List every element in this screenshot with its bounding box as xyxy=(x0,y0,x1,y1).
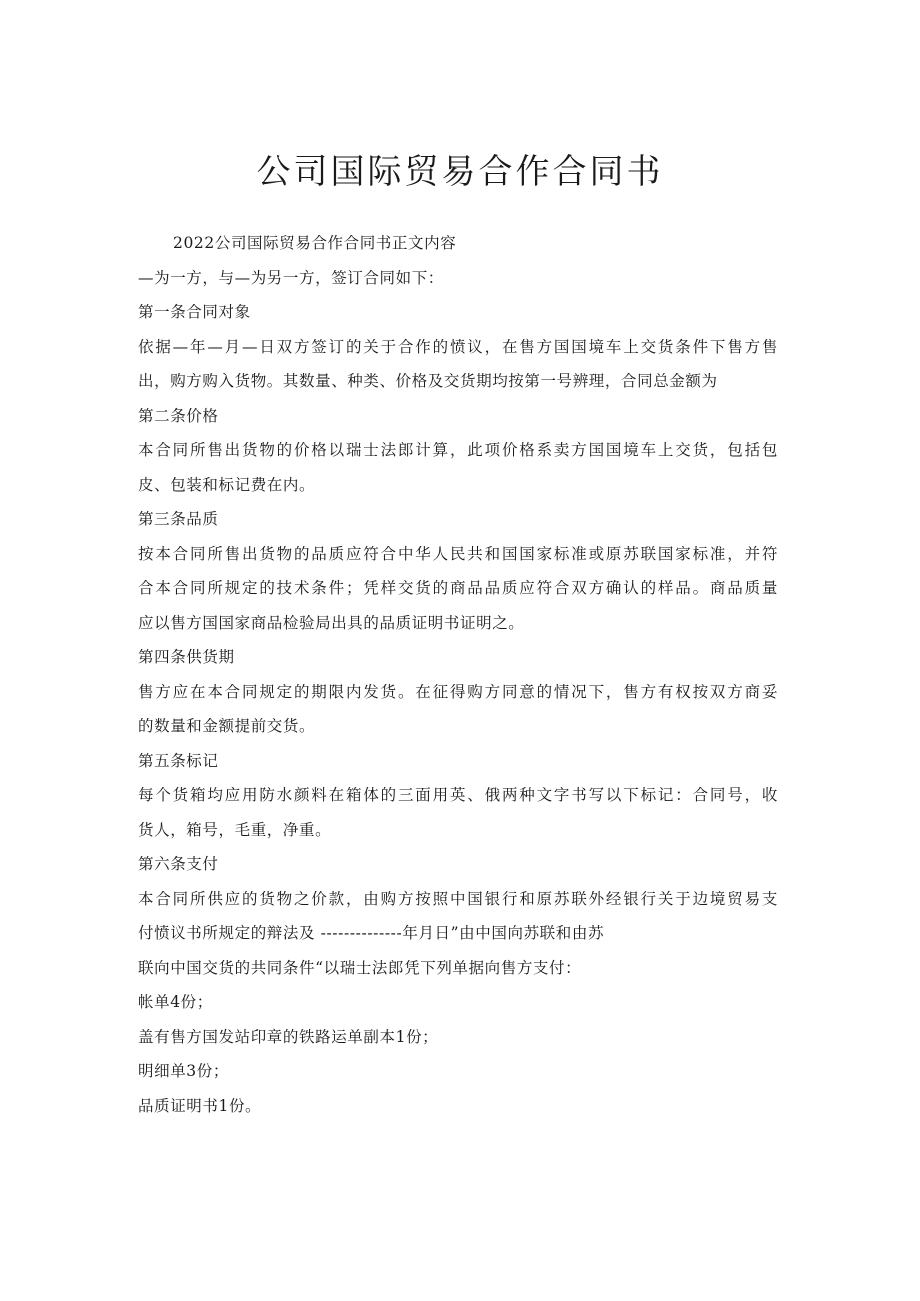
document-body xyxy=(138,226,778,1123)
article-5-heading: 第五条标记 xyxy=(138,751,219,770)
body-intro-line: 2022公司国际贸易合作合同书正文内容 xyxy=(173,234,457,252)
document-list-item: 帐单4份； xyxy=(138,993,213,1011)
article-3-text-line-1: 按本合同所售出货物的品质应符合中华人民共和国国家标准或原苏联国家标准，并符 xyxy=(138,544,778,563)
article-3-text-line-2: 合本合同所规定的技术条件；凭样交货的商品品质应符合双方确认的样品。商品质量 xyxy=(138,579,778,597)
article-5-text-line-1: 每个货箱均应用防水颜料在箱体的三面用英、俄两种文字书写以下标记：合同号，收 xyxy=(138,786,778,804)
article-4-text-line-1: 售方应在本合同规定的期限内发货。在征得购方同意的情况下，售方有权按双方商妥 xyxy=(138,682,778,701)
document-title: 公司国际贸易合作合同书 xyxy=(256,152,664,192)
article-1-heading: 第一条合同对象 xyxy=(138,303,251,321)
article-4-heading: 第四条供货期 xyxy=(138,648,235,666)
article-6-heading: 第六条支付 xyxy=(138,855,219,873)
document-list-item: 品质证明书1份。 xyxy=(138,1096,262,1115)
article-4-text-line-2: 的数量和金额提前交货。 xyxy=(138,717,316,735)
document-list-item: 明细单3份； xyxy=(138,1062,229,1080)
document-list-item: 盖有售方国发站印章的铁路运单副本1份； xyxy=(138,1027,439,1046)
article-1-text-line-2: 出，购方购入货物。其数量、种类、价格及交货期均按第一号辨理，合同总金额为 xyxy=(138,372,718,390)
article-6-text-line-2: 付愤议书所规定的辩法及 --------------年月日”由中国向苏联和由苏 xyxy=(138,924,605,942)
article-6-text-line-3: 联向中国交货的共同条件“以瑞士法郎凭下列单据向售方支付： xyxy=(138,958,582,977)
article-3-text-line-3: 应以售方国国家商品检验局出具的品质证明书证明之。 xyxy=(138,613,525,632)
article-1-text-line-1: 依据—年—月—日双方签订的关于合作的愤议，在售方国国境车上交货条件下售方售 xyxy=(138,337,778,356)
article-3-heading: 第三条品质 xyxy=(138,510,219,528)
article-2-heading: 第二条价格 xyxy=(138,406,219,425)
article-6-text-line-1: 本合同所供应的货物之价款，由购方按照中国银行和原苏联外经银行关于边境贸易支 xyxy=(138,889,778,908)
body-parties-line: —为一方，与—为另一方，签订合同如下： xyxy=(138,268,444,287)
article-5-text-line-2: 货人，箱号，毛重，净重。 xyxy=(138,820,332,839)
article-2-text-line-1: 本合同所售出货物的价格以瑞士法郎计算，此项价格系卖方国国境车上交货，包括包 xyxy=(138,441,778,459)
article-2-text-line-2: 皮、包装和标记费在内。 xyxy=(138,475,316,494)
